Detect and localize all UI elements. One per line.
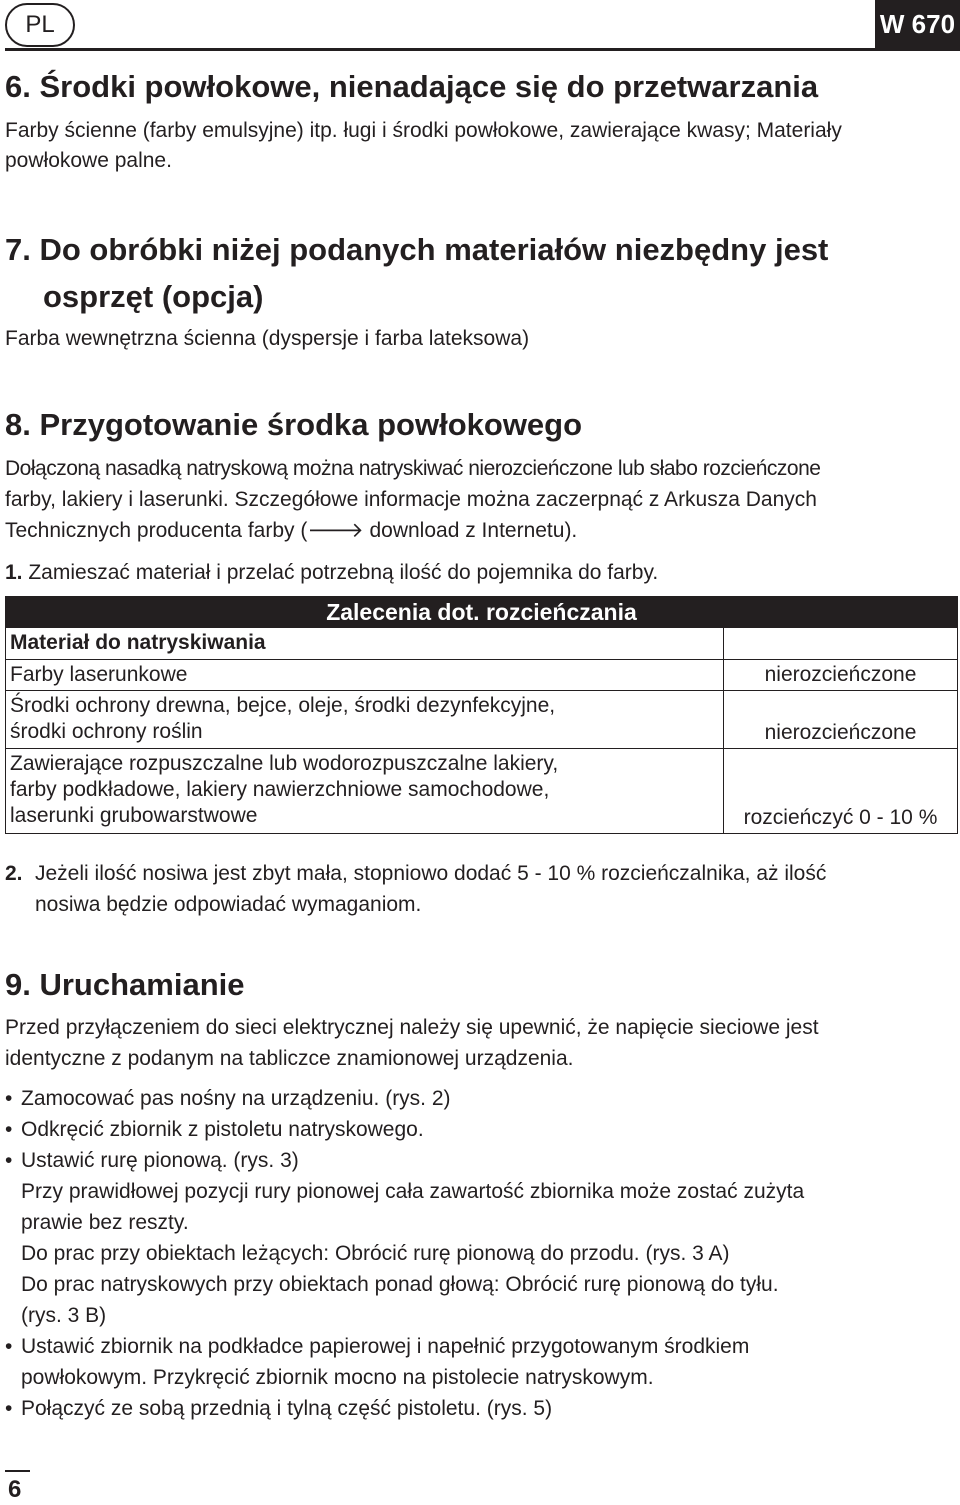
table-cell-value: nierozcieńczone	[764, 663, 917, 686]
table-header-material: Materiał do natryskiwania	[6, 628, 724, 659]
header-divider	[5, 48, 960, 51]
list-item	[5, 1393, 958, 1424]
section-7-title-line1: 7. Do obróbki niżej podanych materiałów niezbędny jest	[5, 232, 829, 267]
list-item	[5, 1145, 958, 1331]
model-tag: W 670	[875, 0, 960, 48]
bullet-icon: •	[5, 1335, 13, 1358]
section-6-text-line2: powłokowe palne.	[5, 149, 172, 172]
table-cell-value: nierozcieńczone	[764, 721, 917, 744]
section-9-para-line1: Przed przyłączeniem do sieci elektrycznej należy się upewnić, że napięcie sieciowe jest	[5, 1016, 819, 1039]
list-item-text: powłokowym. Przykręcić zbiornik mocno na pistolecie natryskowym.	[21, 1366, 654, 1389]
table-cell-material: Zawierające rozpuszczalne lub wodorozpuszczalne lakiery,	[10, 752, 559, 775]
bullet-icon: •	[5, 1087, 13, 1110]
section-9-para-line2: identyczne z podanym na tabliczce znamionowej urządzenia.	[5, 1047, 574, 1070]
step-2-text-line2: nosiwa będzie odpowiadać wymaganiom.	[35, 893, 422, 916]
list-item	[5, 1331, 958, 1393]
list-item-text: Połączyć ze sobą przednią i tylną część pistoletu. (rys. 5)	[21, 1397, 553, 1420]
list-item-text: Ustawić rurę pionową. (rys. 3)	[21, 1149, 299, 1172]
list-item	[5, 1114, 958, 1145]
table-cell-material: Środki ochrony drewna, bejce, oleje, środki dezynfekcyjne,	[10, 694, 556, 717]
bullet-icon: •	[5, 1149, 13, 1172]
bullet-icon: •	[5, 1118, 13, 1141]
table-cell-value: rozcieńczyć 0 - 10 %	[743, 806, 938, 829]
list-item-text: prawie bez reszty.	[21, 1211, 189, 1234]
table-row	[6, 690, 957, 748]
section-6-text-line1: Farby ścienne (farby emulsyjne) itp. ługi i środki powłokowe, zawierające kwasy; Materiały	[5, 119, 842, 142]
section-8-para-line3: Technicznych producenta farby (🡒 download z Internetu).	[5, 519, 578, 542]
bullet-icon: •	[5, 1397, 13, 1420]
section-9-title: 9. Uruchamianie	[5, 967, 245, 1002]
list-item-text: Przy prawidłowej pozycji rury pionowej cała zawartość zbiornika może zostać zużyta	[21, 1180, 805, 1203]
dilution-table	[5, 596, 958, 834]
dilution-table-title: Zalecenia dot. rozcieńczania	[6, 597, 957, 628]
section-9-bullet-list	[5, 1083, 958, 1424]
section-8-title: 8. Przygotowanie środka powłokowego	[5, 407, 583, 442]
table-cell-material: Farby laserunkowe	[10, 663, 188, 686]
language-badge: PL	[5, 3, 75, 47]
section-8-para-line1: Dołączoną nasadką natryskową można natryskiwać nierozcieńczone lub słabo rozcieńczone	[5, 457, 821, 480]
table-header-empty	[724, 628, 957, 659]
list-item-text: Zamocować pas nośny na urządzeniu. (rys. 2)	[21, 1087, 451, 1110]
footer-divider	[5, 1470, 30, 1472]
list-item-text: Odkręcić zbiornik z pistoletu natryskowego.	[21, 1118, 424, 1141]
list-item-text: Ustawić zbiornik na podkładce papierowej i napełnić przygotowanym środkiem	[21, 1335, 750, 1358]
table-cell-material: środki ochrony roślin	[10, 720, 203, 743]
list-item-text: Do prac natryskowych przy obiektach ponad głową: Obrócić rurę pionową do tyłu.	[21, 1273, 779, 1296]
section-6-title: 6. Środki powłokowe, nienadające się do przetwarzania	[5, 69, 819, 104]
table-row	[6, 748, 957, 833]
step-1-text: Zamieszać materiał i przelać potrzebną ilość do pojemnika do farby.	[28, 561, 659, 584]
table-cell-material: laserunki grubowarstwowe	[10, 804, 258, 827]
table-cell-material: farby podkładowe, lakiery nawierzchniowe samochodowe,	[10, 778, 550, 801]
step-2-number: 2.	[5, 862, 23, 885]
list-item	[5, 1083, 958, 1114]
section-7-text: Farba wewnętrzna ścienna (dyspersje i farba lateksowa)	[5, 327, 530, 350]
step-1-number: 1.	[5, 561, 23, 584]
section-7-title-line2: osprzęt (opcja)	[43, 279, 264, 314]
list-item-text: Do prac przy obiektach leżących: Obrócić rurę pionową do przodu. (rys. 3 A)	[21, 1242, 730, 1265]
section-8-para-line2: farby, lakiery i laserunki. Szczegółowe informacje można zaczerpnąć z Arkusza Danych	[5, 488, 817, 511]
page-number: 6	[8, 1476, 22, 1503]
table-row	[6, 659, 957, 690]
list-item-text: (rys. 3 B)	[21, 1304, 107, 1327]
step-2-text-line1: Jeżeli ilość nosiwa jest zbyt mała, stopniowo dodać 5 - 10 % rozcieńczalnika, aż ilość	[35, 862, 827, 885]
